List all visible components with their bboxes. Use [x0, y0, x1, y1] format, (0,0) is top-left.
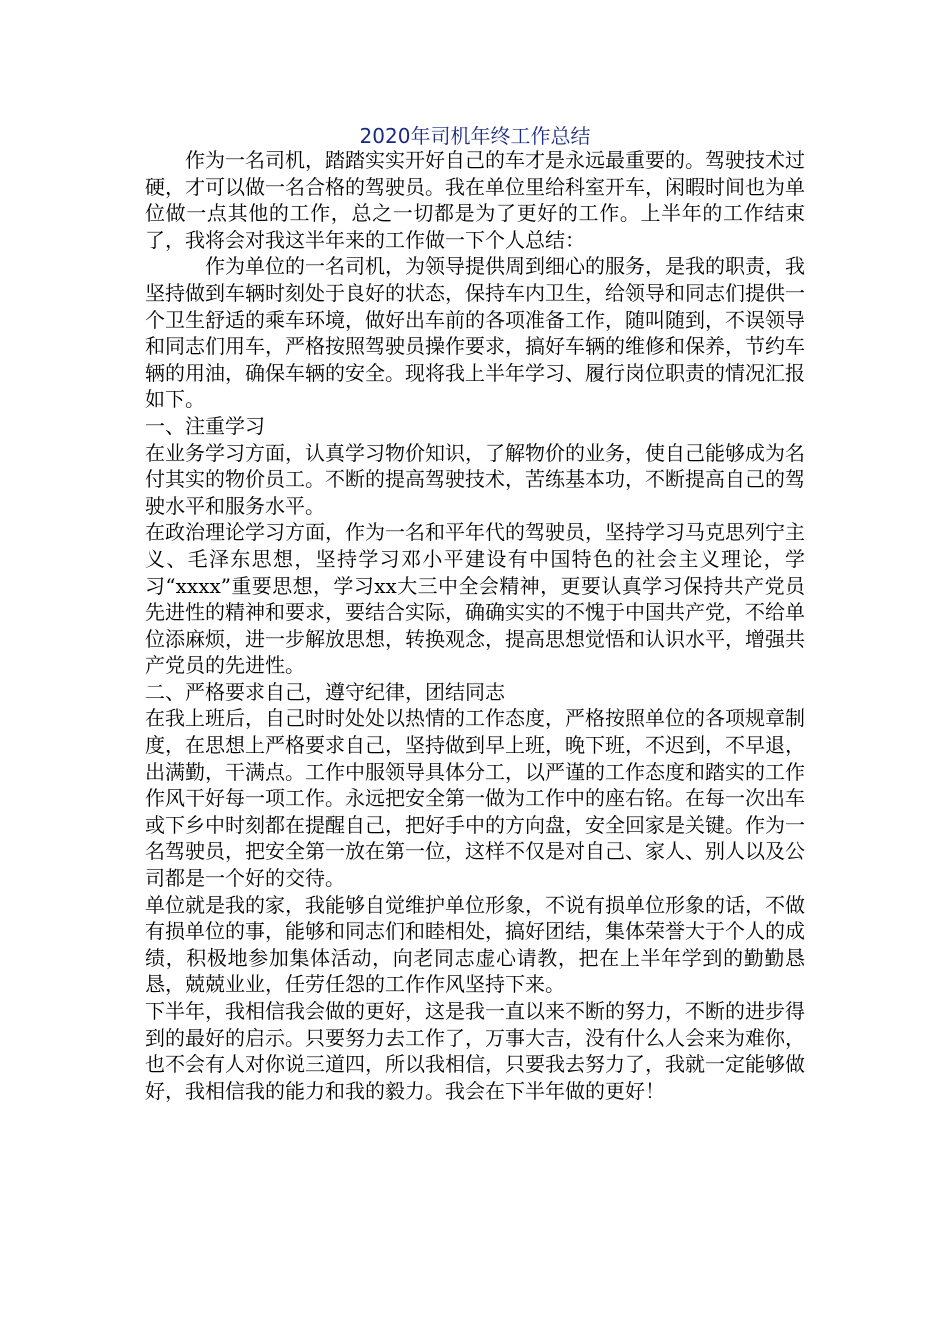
paragraph-political-study: 在政治理论学习方面，作为一名和平年代的驾驶员，坚持学习马克思列宁主义、毛泽东思想，坚持学习邓小平建设有中国特色的社会主义理论，学习“xxxx”重要思想，学习xx大三中全会精神，更要认真学习保持共产党员先进性的精神和要求，要结合实际，确确实实的不愧于中国共产党，不给单位添麻烦，进一步解放思想，转换观念，提高思想觉悟和认识水平，增强共产党员的先进性。 [145, 520, 805, 678]
paragraph-work-attitude: 在我上班后，自己时时处处以热情的工作态度，严格按照单位的各项规章制度，在思想上严格要求自己，坚持做到早上班，晚下班，不迟到，不早退，出满勤，干满点。工作中服领导具体分工，以严谨的工作态度和踏实的工作作风干好每一项工作。永远把安全第一做为工作中的座右铭。在每一次出车或下乡中时刻都在提醒自己，把好手中的方向盘，安全回家是关键。作为一名驾驶员，把安全第一放在第一位，这样不仅是对自己、家人、别人以及公司都是一个好的交待。 [145, 706, 805, 891]
section-heading-discipline: 二、严格要求自己，遵守纪律，团结同志 [145, 679, 505, 704]
section-heading-study: 一、注重学习 [145, 413, 265, 438]
paragraph-second-half: 下半年，我相信我会做的更好，这是我一直以来不断的努力，不断的进步得到的最好的启示。只要努力去工作了，万事大吉，没有什么人会来为难你，也不会有人对你说三道四，所以我相信，只要我去努力了，我就一定能够做好，我相信我的能力和我的毅力。我会在下半年做的更好！ [145, 999, 805, 1103]
paragraph-unit-home: 单位就是我的家，我能够自觉维护单位形象，不说有损单位形象的话，不做有损单位的事，能够和同志们和睦相处，搞好团结，集体荣誉大于个人的成绩，积极地参加集体活动，向老同志虚心请教，把在上半年学到的勤勤恳恳，兢兢业业，任劳任怨的工作作风坚持下来。 [145, 892, 805, 997]
document-title: 2020年司机年终工作总结 [359, 124, 591, 148]
paragraph-duties: 作为单位的一名司机，为领导提供周到细心的服务，是我的职责，我坚持做到车辆时刻处于良好的状态，保持车内卫生，给领导和同志们提供一个卫生舒适的乘车环境，做好出车前的各项准备工作，随叫随到，不误领导和同志们用车，严格按照驾驶员操作要求，搞好车辆的维修和保养，节约车辆的用油，确保车辆的安全。现将我上半年学习、履行岗位职责的情况汇报如下。 [145, 254, 805, 412]
document-body [145, 147, 805, 1104]
paragraph-business-study: 在业务学习方面，认真学习物价知识，了解物价的业务，使自己能够成为名付其实的物价员工。不断的提高驾驶技术，苦练基本功，不断提高自己的驾驶水平和服务水平。 [145, 440, 805, 518]
paragraph-intro: 作为一名司机，踏踏实实开好自己的车才是永远最重要的。驾驶技术过硬，才可以做一名合格的驾驶员。我在单位里给科室开车，闲暇时间也为单位做一点其他的工作，总之一切都是为了更好的工作。上半年的工作结束了，我将会对我这半年来的工作做一下个人总结： [145, 148, 805, 252]
